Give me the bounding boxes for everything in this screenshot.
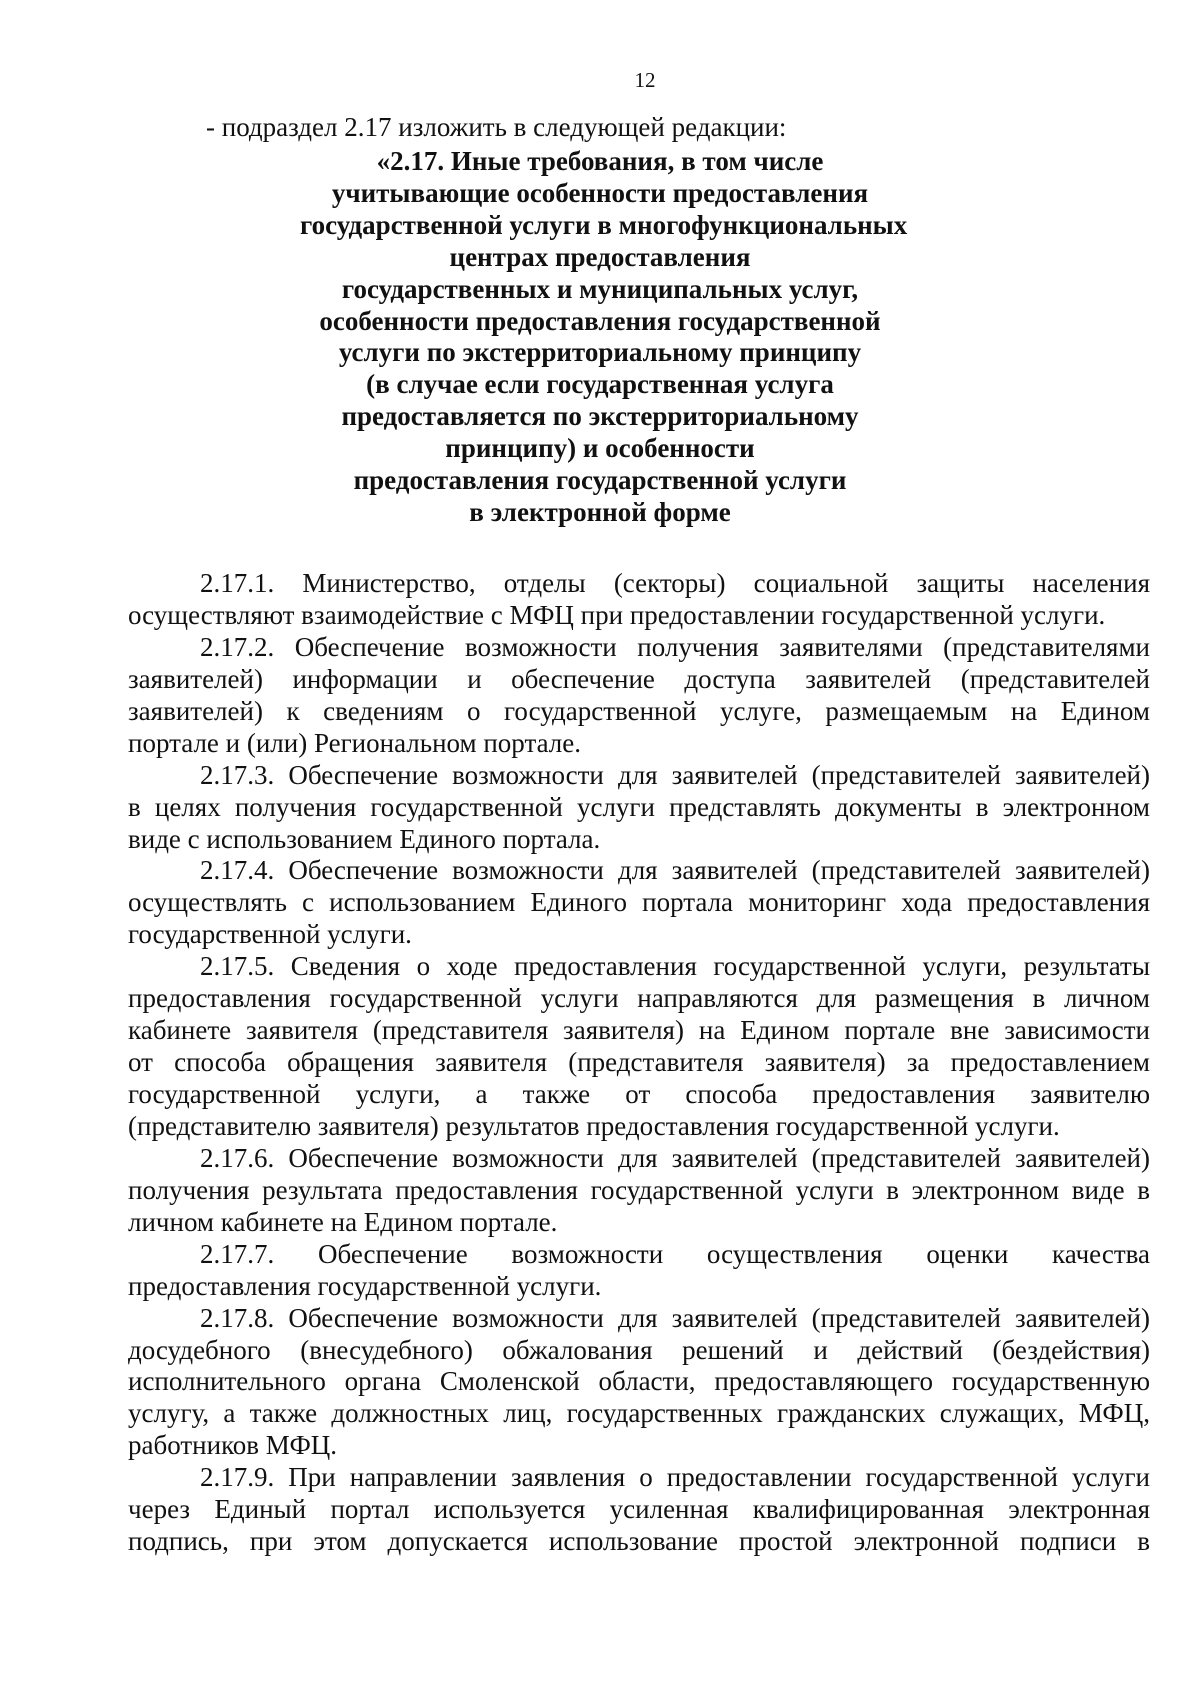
paragraph-line: заявителей) информации и обеспечение доступа заявителей (представителей <box>128 663 1150 694</box>
heading-line: в электронной форме <box>469 496 731 527</box>
paragraph-line: виде с использованием Единого портала. <box>128 823 601 854</box>
heading-line: государственной услуги в многофункциональных <box>300 209 908 240</box>
paragraph-line: осуществляют взаимодействие с МФЦ при предоставлении государственной услуги. <box>128 599 1106 630</box>
paragraph-line: предоставления государственной услуги направляются для размещения в личном <box>128 983 1150 1014</box>
heading-line: предоставления государственной услуги <box>353 465 847 496</box>
heading-line: принципу) и особенности <box>445 433 755 464</box>
paragraph-line: в целях получения государственной услуги представлять документы в электронном <box>128 791 1150 822</box>
paragraph-line: получения результата предоставления государственной услуги в электронном виде в <box>128 1174 1150 1205</box>
paragraph-line: портале и (или) Региональном портале. <box>128 727 582 758</box>
heading-line: (в случае если государственная услуга <box>366 369 834 400</box>
heading-line: государственных и муниципальных услуг, <box>341 273 859 304</box>
heading-line: особенности предоставления государственной <box>319 305 881 336</box>
paragraph-line: исполнительного органа Смоленской области, предоставляющего государственную <box>128 1366 1150 1397</box>
paragraph-line: 2.17.1. Министерство, отделы (секторы) социальной защиты населения <box>200 568 1150 598</box>
section-heading <box>300 146 908 529</box>
paragraph-line: 2.17.2. Обеспечение возможности получения заявителями (представителями <box>200 631 1150 662</box>
paragraph <box>128 568 1150 632</box>
heading-line: услуги по экстерриториальному принципу <box>338 337 862 368</box>
paragraph-line: 2.17.9. При направлении заявления о предоставлении государственной услуги <box>200 1462 1150 1493</box>
paragraph <box>128 1303 1150 1463</box>
paragraph-line: государственной услуги, а также от способа предоставления заявителю <box>128 1079 1150 1109</box>
paragraph <box>128 760 1150 856</box>
paragraph-line: услугу, а также должностных лиц, государственных гражданских служащих, МФЦ, <box>128 1398 1150 1429</box>
paragraph <box>128 1143 1150 1239</box>
paragraph-line: подпись, при этом допускается использование простой электронной подписи в <box>128 1526 1150 1557</box>
paragraph-line: 2.17.6. Обеспечение возможности для заявителей (представителей заявителей) <box>200 1142 1150 1173</box>
paragraph-line: заявителей) к сведениям о государственной услуге, размещаемым на Едином <box>128 695 1150 726</box>
paragraph-line: через Единый портал используется усиленная квалифицированная электронная <box>128 1494 1150 1525</box>
heading-line: «2.17. Иные требования, в том числе <box>376 146 824 176</box>
paragraph-line: 2.17.5. Сведения о ходе предоставления государственной услуги, результаты <box>200 951 1150 982</box>
paragraph <box>128 951 1150 1143</box>
page-number: 12 <box>634 68 656 92</box>
paragraph-line: государственной услуги. <box>128 919 412 950</box>
paragraph-line: осуществлять с использованием Единого портала мониторинг хода предоставления <box>128 887 1150 918</box>
heading-line: центрах предоставления <box>449 241 751 272</box>
paragraph-line: кабинете заявителя (представителя заявителя) на Едином портале вне зависимости <box>128 1015 1150 1046</box>
paragraph-line: 2.17.4. Обеспечение возможности для заявителей (представителей заявителей) <box>200 855 1150 886</box>
paragraph-line: личном кабинете на Едином портале. <box>128 1206 558 1237</box>
paragraph-line: от способа обращения заявителя (представителя заявителя) за предоставлением <box>128 1047 1150 1078</box>
paragraph-line: предоставления государственной услуги. <box>128 1270 602 1301</box>
paragraph-line: 2.17.7. Обеспечение возможности осуществления оценки качества <box>200 1238 1150 1269</box>
paragraph <box>128 1239 1150 1303</box>
heading-line: предоставляется по экстерриториальному <box>341 401 859 432</box>
paragraph-line: досудебного (внесудебного) обжалования решений и действий (бездействия) <box>128 1334 1150 1365</box>
paragraph <box>128 855 1150 951</box>
paragraph-line: (представителю заявителя) результатов предоставления государственной услуги. <box>128 1110 1060 1141</box>
paragraph-line: 2.17.8. Обеспечение возможности для заявителей (представителей заявителей) <box>200 1302 1150 1333</box>
intro-line: - подраздел 2.17 изложить в следующей редакции: <box>206 112 787 142</box>
paragraph <box>128 632 1150 760</box>
paragraph-line: работников МФЦ. <box>128 1430 338 1461</box>
body-text <box>128 568 1150 1558</box>
paragraph <box>128 1462 1150 1558</box>
paragraph-line: 2.17.3. Обеспечение возможности для заявителей (представителей заявителей) <box>200 759 1150 790</box>
heading-line: учитывающие особенности предоставления <box>331 177 869 208</box>
